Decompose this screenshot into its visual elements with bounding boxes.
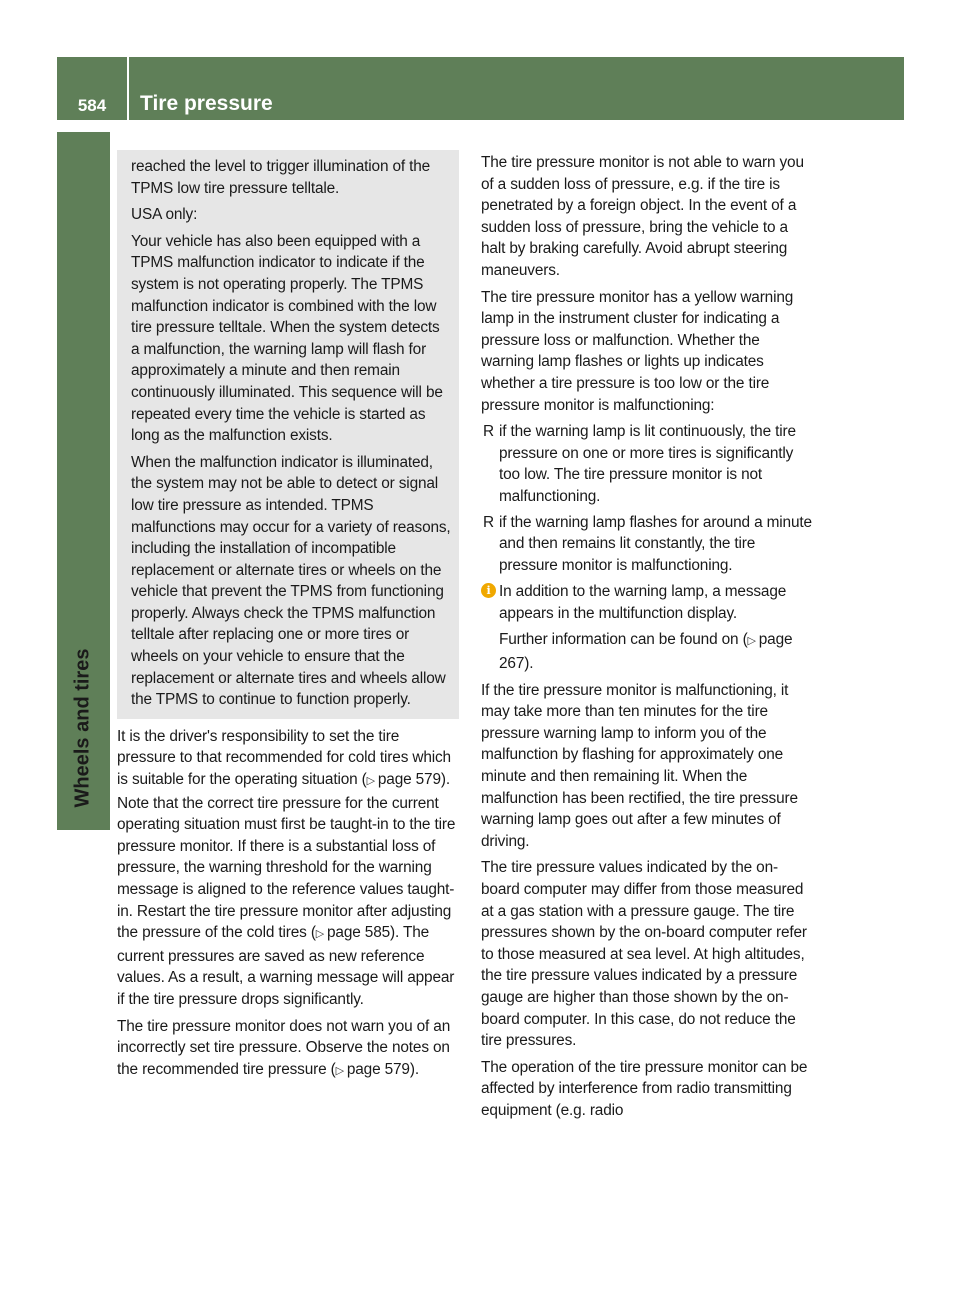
page-ref-arrow-icon: ▷ [747,635,759,648]
info-icon: i [481,583,496,598]
page-reference-link[interactable]: page 579 [377,771,441,789]
note-paragraph: USA only: [131,206,198,224]
note-paragraph: When the malfunction indicator is illuminated, the system may not be able to detect or signal low tire pressure as intended. TPMS malfunctions may occur for a variety of reasons, including the installation of incompatible replacement or alternate tires or wheels on the vehicle that prevent the TPMS from functioning properly. Always check the TPMS malfunction telltale after replacing one or more tires or wheels on your vehicle to ensure that the replacement or alternate tires and wheels allow the TPMS to continue to function properly. [131,453,451,709]
note-paragraph: reached the level to trigger illumination of the TPMS low tire pressure telltale. [131,158,431,197]
page-number: 584 [77,96,107,115]
bullet-mark: R [483,513,494,531]
info-further: Further information can be found on (▷ page 267). [499,631,793,673]
body-paragraph: The tire pressure values indicated by the on-board computer may differ from those measured at a gas station with a pressure gauge. The tire pressures shown by the on-board computer refer to those measured at sea level. At high altitudes, the tire pressure values indicated by a pressure gauge are higher than those shown by the on-board computer. In this case, do not reduce the tire pressures. [481,859,807,1050]
note-box [117,150,459,719]
bullet-mark: R [483,423,494,441]
page-reference-link[interactable]: page 585 [327,924,391,942]
right-column [481,152,813,1127]
note-paragraph: Your vehicle has also been equipped with a TPMS malfunction indicator to indicate if the system is not operating properly. The TPMS malfunction indicator is combined with the low tire pressure telltale. When the system detects a malfunction, the warning lamp will flash for approximately a minute and then remain continuously illuminated. This sequence will be repeated every time the vehicle is started as long as the malfunction exists. [131,232,443,445]
bullet-list [481,421,813,576]
page-ref-arrow-icon: ▷ [366,775,378,788]
body-paragraph: The operation of the tire pressure monitor can be affected by interference from radio transmitting equipment (e.g. radio [481,1058,808,1119]
info-text: In addition to the warning lamp, a message appears in the multifunction display. [499,583,787,622]
body-paragraph: The tire pressure monitor does not warn you of an incorrectly set tire pressure. Observe the notes on the recommended tire pressure (▷ page 579). [117,1017,451,1078]
body-paragraph: It is the driver's responsibility to set the tire pressure to that recommended for cold tires which is suitable for the operating situation (▷ page 579). Note that the correct tire pressure for the current operating situation must first be taught-in to the tire pressure monitor. If there is a substantial loss of pressure, the warning threshold for the warning message is aligned to the reference values taught-in. Restart the tire pressure monitor after adjusting the pressure of the cold tires (▷ page 585). The current pressures are saved as new reference values. As a result, a warning message will appear if the tire pressure drops significantly. [117,727,456,1008]
side-tab-label: Wheels and tires [71,648,94,808]
list-item: R if the warning lamp flashes for around a minute and then remains lit constantly, the tire pressure monitor is malfunctioning. [483,513,812,574]
page-ref-arrow-icon: ▷ [315,928,328,941]
header-divider [127,57,129,120]
page-reference-link[interactable]: page 579 [346,1060,410,1078]
list-item: R if the warning lamp is lit continuously, the tire pressure on one or more tires is significantly too low. The tire pressure monitor is not malfunctioning. [483,423,796,505]
body-paragraph: The tire pressure monitor has a yellow warning lamp in the instrument cluster for indicating a pressure loss or malfunction. Whether the warning lamp flashes or lights up indicates whether a tire pressure is too low or the tire pressure monitor is malfunctioning: [481,288,794,414]
body-paragraph: If the tire pressure monitor is malfunctioning, it may take more than ten minutes for the tire pressure warning lamp to inform you of the malfunction by flashing for approximately one minute and then remaining lit. When the malfunction has been rectified, the tire pressure warning lamp goes out after a few minutes of driving. [481,681,798,850]
left-column [117,152,459,1087]
body-paragraph: The tire pressure monitor is not able to warn you of a sudden loss of pressure, e.g. if the tire is penetrated by a foreign object. In the event of a sudden loss of pressure, bring the vehicle to a halt by braking carefully. Avoid abrupt steering maneuvers. [481,154,804,279]
page-reference-link[interactable]: page 267 [499,631,793,673]
page-title: Tire pressure [140,92,273,115]
page-ref-arrow-icon: ▷ [335,1064,347,1077]
info-note [481,581,813,674]
